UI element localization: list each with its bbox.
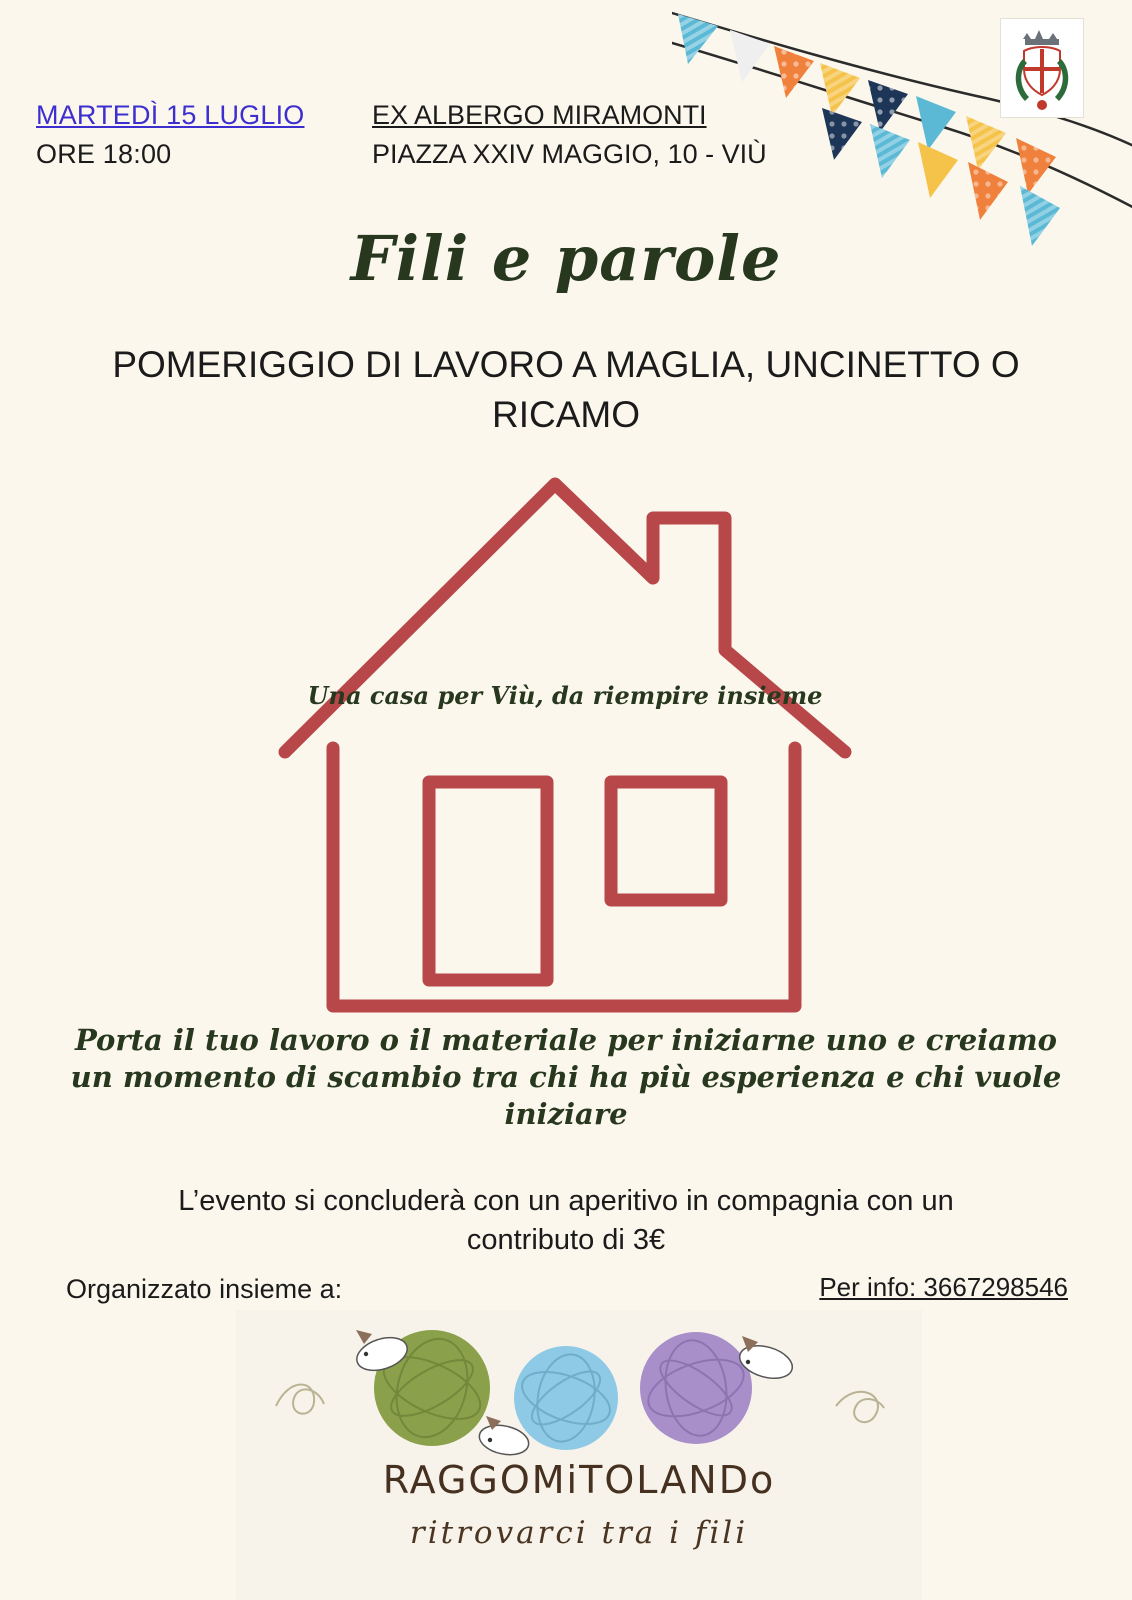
contact-info[interactable]: Per info: 3667298546 xyxy=(819,1272,1068,1302)
event-time: ORE 18:00 xyxy=(36,139,172,170)
page-title: Fili e parole xyxy=(350,222,782,295)
house-illustration-icon xyxy=(255,460,875,1020)
sponsor-logo xyxy=(236,1310,922,1600)
sponsor-name: RAGGOMiTOLANDo xyxy=(382,1458,776,1502)
event-address: PIAZZA XXIV MAGGIO, 10 - VIÙ xyxy=(372,139,767,170)
municipal-crest-icon xyxy=(1000,18,1084,118)
event-date: MARTEDÌ 15 LUGLIO xyxy=(36,100,305,130)
organized-with-label: Organizzato insieme a: xyxy=(66,1274,343,1304)
house-caption: Una casa per Viù, da riempire insieme xyxy=(307,681,823,710)
event-location xyxy=(372,96,767,174)
activity-description: Porta il tuo lavoro o il materiale per iniziarne uno e creiamo un momento di scambio tra chi ha più esperienza e chi vuole iniziare xyxy=(70,1023,1062,1132)
closing-note: L’evento si concluderà con un aperitivo in compagnia con un contributo di 3€ xyxy=(178,1185,954,1257)
sponsor-tagline: ritrovarci tra i fili xyxy=(409,1515,749,1551)
event-subtitle: POMERIGGIO DI LAVORO A MAGLIA, UNCINETTO O RICAMO xyxy=(112,344,1020,435)
event-datetime xyxy=(36,96,304,174)
yarn-balls-icon xyxy=(236,1310,922,1470)
event-venue: EX ALBERGO MIRAMONTI xyxy=(372,100,707,130)
